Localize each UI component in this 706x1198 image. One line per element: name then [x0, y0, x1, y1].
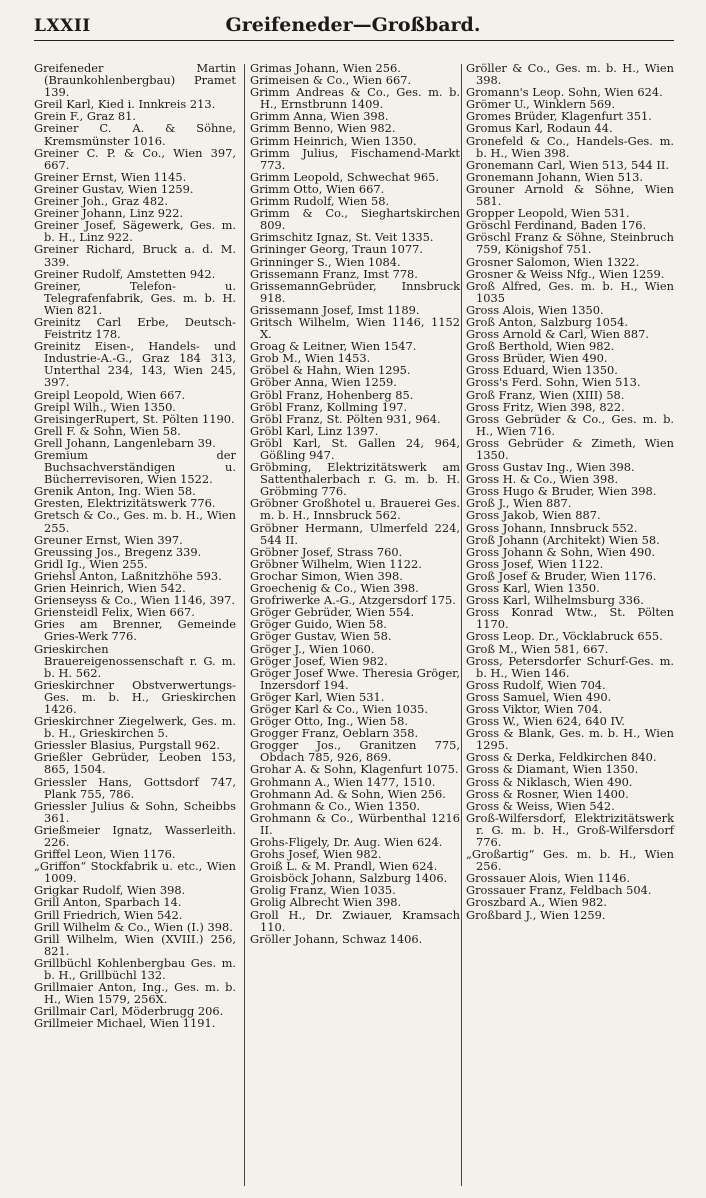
- directory-entry: Gremium der Buchsachverständigen u. Bücherrevisoren, Wien 1522.: [34, 448, 236, 487]
- directory-entry: Gross Gebrüder & Co., Ges. m. b. H., Wien 716.: [466, 411, 674, 438]
- directory-entry: Greinitz Carl Erbe, Deutsch-Feistritz 178.: [34, 314, 236, 342]
- directory-entry: Gross Leop. Dr., Vöcklabruck 655.: [466, 629, 663, 644]
- directory-entry: Gross Hugo & Bruder, Wien 398.: [466, 484, 657, 499]
- directory-entry: Gröbner Wilhelm, Wien 1122.: [250, 556, 422, 571]
- directory-entry: Grieskirchen Brauereigenossenschaft r. G. m. b. H. 562.: [34, 641, 236, 680]
- directory-entry: Groag & Leitner, Wien 1547.: [250, 339, 417, 354]
- directory-entry: Grochar Simon, Wien 398.: [250, 568, 403, 583]
- directory-entry: Grillmeier Michael, Wien 1191.: [34, 1016, 216, 1031]
- directory-entry: Grimm Leopold, Schwechat 965.: [250, 169, 439, 184]
- directory-entry: Gromes Brüder, Klagenfurt 351.: [466, 109, 652, 124]
- directory-entry: Gross & Diamant, Wien 1350.: [466, 762, 639, 777]
- directory-entry: Gröger Karl, Wien 531.: [250, 689, 385, 704]
- directory-entry: Gröbner Josef, Strass 760.: [250, 544, 403, 559]
- directory-entry: Grillmair Carl, Möderbrugg 206.: [34, 1004, 224, 1019]
- directory-entry: Grohmann & Co., Würbenthal 1216 II.: [250, 810, 460, 837]
- directory-entry: Gröbl Franz, St. Pölten 931, 964.: [250, 411, 441, 426]
- directory-entry: Grieskirchner Ziegelwerk, Ges. m. b. H., Grieskirchen 5.: [34, 714, 236, 741]
- directory-entry: Grininger Georg, Traun 1077.: [250, 242, 424, 257]
- directory-entry: Griessler Hans, Gottsdorf 747, Plank 755, 786.: [34, 774, 236, 801]
- directory-entry: Grohs Josef, Wien 982.: [250, 847, 382, 862]
- directory-entry: Gross & Weiss, Wien 542.: [466, 798, 615, 813]
- directory-entry: Greiner Josef, Sägewerk, Ges. m. b. H., Linz 922.: [34, 218, 236, 245]
- directory-entry: Greuner Ernst, Wien 397.: [34, 532, 183, 547]
- directory-entry: Groß J., Wien 887.: [466, 496, 572, 511]
- column-2: [250, 62, 460, 945]
- directory-entry: Gröber Anna, Wien 1259.: [250, 375, 397, 390]
- directory-entry: Greiner Johann, Linz 922.: [34, 206, 184, 221]
- directory-entry: GreisingerRupert, St. Pölten 1190.: [34, 411, 235, 426]
- directory-entry: Gröger Gustav, Wien 58.: [250, 629, 392, 644]
- directory-entry: Groisböck Johann, Salzburg 1406.: [250, 871, 448, 886]
- directory-entry: Gross Alois, Wien 1350.: [466, 302, 604, 317]
- directory-entry: Grolig Albrecht Wien 398.: [250, 895, 402, 910]
- directory-entry: Grinninger S., Wien 1084.: [250, 254, 401, 269]
- directory-entry: Gröger Otto, Ing., Wien 58.: [250, 714, 409, 729]
- directory-entry: Grill Friedrich, Wien 542.: [34, 907, 183, 922]
- directory-entry: Grob M., Wien 1453.: [250, 351, 371, 366]
- directory-entry: Greifeneder Martin (Braunkohlenbergbau) Pramet 139.: [34, 61, 236, 100]
- directory-entry: Grimm Heinrich, Wien 1350.: [250, 133, 417, 148]
- directory-entry: Grofriwerke A.-G., Atzgersdorf 175.: [250, 593, 456, 608]
- directory-entry: Greiner, Telefon- u. Telegrafenfabrik, Ges. m. b. H. Wien 821.: [34, 278, 236, 317]
- directory-entry: Grohmann Ad. & Sohn, Wien 256.: [250, 786, 446, 801]
- directory-entry: Gross Karl, Wilhelmsburg 336.: [466, 593, 644, 608]
- directory-entry: Grillmaier Anton, Ing., Ges. m. b. H., Wien 1579, 256X.: [34, 980, 236, 1007]
- page-number: LXXII: [34, 16, 91, 36]
- directory-entry: Gronemann Johann, Wien 513.: [466, 169, 644, 184]
- directory-entry: Gröger Gebrüder, Wien 554.: [250, 605, 415, 620]
- directory-entry: Gröschl Franz & Söhne, Steinbruch 759, Königshof 751.: [466, 230, 674, 257]
- directory-entry: Gröbel & Hahn, Wien 1295.: [250, 363, 411, 378]
- directory-entry: Gross Eduard, Wien 1350.: [466, 363, 618, 378]
- directory-entry: Gröger J., Wien 1060.: [250, 641, 375, 656]
- directory-entry: Gröbl Franz, Kollming 197.: [250, 399, 408, 414]
- directory-entry: Gries am Brenner, Gemeinde Gries-Werk 776.: [34, 617, 236, 644]
- directory-entry: Greipl Leopold, Wien 667.: [34, 387, 186, 402]
- directory-entry: „Großartig“ Ges. m. b. H., Wien 256.: [466, 847, 674, 874]
- directory-entry: Grein F., Graz 81.: [34, 109, 136, 124]
- directory-entry: Grienseyss & Co., Wien 1146, 397.: [34, 593, 236, 608]
- directory-entry: Gröller & Co., Ges. m. b. H., Wien 398.: [466, 61, 674, 88]
- directory-entry: Gronefeld & Co., Handels-Ges. m. b. H., Wien 398.: [466, 133, 674, 160]
- directory-entry: GrissemannGebrüder, Innsbruck 918.: [250, 278, 460, 305]
- directory-entry: Gross Josef, Wien 1122.: [466, 556, 604, 571]
- directory-entry: Grimm Benno, Wien 982.: [250, 121, 396, 136]
- directory-entry: Gross Viktor, Wien 704.: [466, 701, 603, 716]
- directory-entry: Grill Wilhelm & Co., Wien (I.) 398.: [34, 919, 233, 934]
- directory-entry: Groß Johann (Architekt) Wien 58.: [466, 532, 660, 547]
- directory-entry: Grimm & Co., Sieghartskirchen 809.: [250, 206, 460, 233]
- directory-entry: Gross Johann, Innsbruck 552.: [466, 520, 638, 535]
- directory-entry: Gross Samuel, Wien 490.: [466, 689, 612, 704]
- directory-entry: Grenik Anton, Ing. Wien 58.: [34, 484, 196, 499]
- directory-entry: Grien Heinrich, Wien 542.: [34, 581, 186, 596]
- directory-entry: Grogger Jos., Granitzen 775, Obdach 785, 926, 869.: [250, 738, 460, 765]
- directory-entry: Gross Gustav Ing., Wien 398.: [466, 460, 635, 475]
- directory-entry: Gross Fritz, Wien 398, 822.: [466, 399, 625, 414]
- directory-entry: Groß Alfred, Ges. m. b. H., Wien 1035: [466, 278, 674, 305]
- directory-entry: Großbard J., Wien 1259.: [466, 907, 606, 922]
- directory-entry: Gromus Karl, Rodaun 44.: [466, 121, 613, 136]
- directory-entry: Grigkar Rudolf, Wien 398.: [34, 883, 186, 898]
- directory-entry: Grömer U., Winklern 569.: [466, 97, 615, 112]
- directory-entry: Greiner Richard, Bruck a. d. M. 339.: [34, 242, 236, 269]
- directory-entry: Gross Rudolf, Wien 704.: [466, 677, 606, 692]
- directory-entry: Grimm Rudolf, Wien 58.: [250, 194, 390, 209]
- directory-entry: Gretsch & Co., Ges. m. b. H., Wien 255.: [34, 508, 236, 535]
- directory-entry: Gröbl Karl, Linz 1397.: [250, 423, 379, 438]
- directory-entry: Grimm Anna, Wien 398.: [250, 109, 389, 124]
- column-1: [34, 62, 236, 1030]
- directory-entry: „Griffon“ Stockfabrik u. etc., Wien 1009.: [34, 859, 236, 886]
- directory-entry: Gresten, Elektrizitätswerk 776.: [34, 496, 216, 511]
- directory-entry: Grissemann Josef, Imst 1189.: [250, 302, 420, 317]
- directory-entry: Greussing Jos., Bregenz 339.: [34, 544, 202, 559]
- directory-entry: Groß Franz, Wien (XIII) 58.: [466, 387, 625, 402]
- directory-entry: Gröbl Karl, St. Gallen 24, 964, Gößling 947.: [250, 435, 460, 462]
- directory-entry: Groechenig & Co., Wien 398.: [250, 581, 419, 596]
- directory-entry: Greil Karl, Kied i. Innkreis 213.: [34, 97, 216, 112]
- directory-entry: Groiß L. & M. Prandl, Wien 624.: [250, 859, 438, 874]
- directory-entry: Grimschitz Ignaz, St. Veit 1335.: [250, 230, 434, 245]
- column-divider: [244, 64, 245, 1186]
- directory-entry: Gross, Petersdorfer Schurf-Ges. m. b. H., Wien 146.: [466, 653, 674, 680]
- column-divider: [461, 64, 462, 1186]
- directory-entry: Groß Anton, Salzburg 1054.: [466, 314, 629, 329]
- directory-entry: Gröbner Hermann, Ulmerfeld 224, 544 II.: [250, 520, 460, 547]
- directory-entry: Grohs-Fligely, Dr. Aug. Wien 624.: [250, 835, 443, 849]
- directory-entry: Gross & Derka, Feldkirchen 840.: [466, 750, 657, 765]
- directory-entry: Greipl Wilh., Wien 1350.: [34, 399, 176, 414]
- directory-entry: Gross's Ferd. Sohn, Wien 513.: [466, 375, 641, 390]
- directory-entry: Greiner Joh., Graz 482.: [34, 194, 169, 209]
- directory-entry: Grell Johann, Langenlebarn 39.: [34, 435, 216, 450]
- directory-entry: Greiner C. P. & Co., Wien 397, 667.: [34, 145, 236, 172]
- directory-entry: Greiner Rudolf, Amstetten 942.: [34, 266, 216, 281]
- directory-entry: Gröbming, Elektrizitätswerk am Sattenthalerbach r. G. m. b. H. Gröbming 776.: [250, 460, 460, 499]
- directory-entry: Gross Brüder, Wien 490.: [466, 351, 608, 366]
- directory-entry: Greiner C. A. & Söhne, Kremsmünster 1016.: [34, 121, 236, 148]
- directory-entry: Gröger Josef, Wien 982.: [250, 653, 388, 668]
- directory-entry: Gross Johann & Sohn, Wien 490.: [466, 544, 656, 559]
- directory-entry: Gross & Rosner, Wien 1400.: [466, 786, 629, 801]
- directory-entry: Griessler Blasius, Purgstall 962.: [34, 738, 221, 753]
- column-3: [466, 62, 674, 921]
- directory-entry: Griffel Leon, Wien 1176.: [34, 847, 176, 862]
- directory-entry: Gromann's Leop. Sohn, Wien 624.: [466, 85, 663, 100]
- directory-entry: Gronemann Carl, Wien 513, 544 II.: [466, 157, 670, 172]
- directory-entry: Gridl Ig., Wien 255.: [34, 556, 148, 571]
- directory-entry: Grimeisen & Co., Wien 667.: [250, 73, 412, 88]
- directory-entry: Gröger Karl & Co., Wien 1035.: [250, 701, 428, 716]
- directory-entry: Gross Konrad Wtw., St. Pölten 1170.: [466, 605, 674, 632]
- directory-entry: Grießmeier Ignatz, Wasserleith. 226.: [34, 822, 236, 849]
- directory-entry: Groß Berthold, Wien 982.: [466, 339, 615, 354]
- directory-entry: Gröbl Franz, Hohenberg 85.: [250, 387, 414, 402]
- directory-entry: Grohar A. & Sohn, Klagenfurt 1075.: [250, 762, 459, 777]
- directory-entry: Groszbard A., Wien 982.: [466, 895, 607, 910]
- directory-entry: Grossauer Alois, Wien 1146.: [466, 871, 630, 886]
- directory-entry: Grill Wilhelm, Wien (XVIII.) 256, 821.: [34, 931, 236, 958]
- directory-entry: Greinitz Eisen-, Handels- und Industrie-A.-G., Graz 184 313, Unterthal 234, 143, Wien 245, 397.: [34, 339, 236, 390]
- directory-entry: Gritsch Wilhelm, Wien 1146, 1152 X.: [250, 314, 460, 342]
- header-rule: [34, 40, 674, 41]
- directory-entry: Grimas Johann, Wien 256.: [250, 61, 401, 75]
- directory-entry: Gross W., Wien 624, 640 IV.: [466, 714, 625, 729]
- directory-entry: Grill Anton, Sparbach 14.: [34, 895, 182, 910]
- directory-entry: Greiner Ernst, Wien 1145.: [34, 169, 187, 184]
- directory-entry: Grogger Franz, Oeblarn 358.: [250, 726, 419, 741]
- directory-entry: Grolig Franz, Wien 1035.: [250, 883, 396, 898]
- directory-entry: Griensteidl Felix, Wien 667.: [34, 605, 195, 620]
- directory-entry: Gröller Johann, Schwaz 1406.: [250, 931, 423, 946]
- directory-entry: Griessler Julius & Sohn, Scheibbs 361.: [34, 798, 236, 825]
- directory-entry: Grimm Andreas & Co., Ges. m. b. H., Ernstbrunn 1409.: [250, 85, 460, 112]
- directory-entry: Gröger Josef Wwe. Theresia Gröger, Inzersdorf 194.: [250, 665, 460, 692]
- directory-entry: Grimm Julius, Fischamend-Markt 773.: [250, 145, 460, 172]
- directory-entry: Grillbüchl Kohlenbergbau Ges. m. b. H., Grillbüchl 132.: [34, 955, 236, 983]
- directory-entry: Gross Jakob, Wien 887.: [466, 508, 601, 523]
- directory-entry: Grosner Salomon, Wien 1322.: [466, 254, 640, 269]
- directory-entry: Gross Gebrüder & Zimeth, Wien 1350.: [466, 435, 674, 462]
- directory-entry: Grissemann Franz, Imst 778.: [250, 266, 418, 281]
- directory-entry: Grimm Otto, Wien 667.: [250, 181, 385, 196]
- directory-entry: Gross Arnold & Carl, Wien 887.: [466, 327, 649, 342]
- directory-entry: Gross & Blank, Ges. m. b. H., Wien 1295.: [466, 726, 674, 753]
- directory-entry: Gross Karl, Wien 1350.: [466, 581, 600, 596]
- directory-entry: Gross & Niklasch, Wien 490.: [466, 774, 633, 789]
- directory-entry: Gropper Leopold, Wien 531.: [466, 206, 630, 221]
- directory-entry: Grosner & Weiss Nfg., Wien 1259.: [466, 266, 665, 281]
- directory-entry: Groß M., Wien 581, 667.: [466, 641, 609, 656]
- directory-entry: Grell F. & Sohn, Wien 58.: [34, 423, 181, 438]
- directory-entry: Groß Josef & Bruder, Wien 1176.: [466, 568, 657, 583]
- page-title: Greifeneder—Großbard.: [225, 14, 481, 36]
- directory-entry: Grieskirchner Obstverwertungs-Ges. m. b. H., Grieskirchen 1426.: [34, 677, 236, 716]
- directory-entry: Gröschl Ferdinand, Baden 176.: [466, 218, 647, 233]
- directory-entry: Groll H., Dr. Zwiauer, Kramsach 110.: [250, 907, 460, 934]
- directory-entry: Gröbner Großhotel u. Brauerei Ges. m. b. H., Innsbruck 562.: [250, 496, 460, 523]
- directory-entry: Gröger Guido, Wien 58.: [250, 617, 387, 632]
- directory-entry: Grouner Arnold & Söhne, Wien 581.: [466, 181, 674, 209]
- directory-entry: Groß-Wilfersdorf, Elektrizitätswerk r. G. m. b. H., Groß-Wilfersdorf 776.: [466, 810, 674, 849]
- directory-entry: Gross H. & Co., Wien 398.: [466, 472, 619, 487]
- directory-entry: Griehsl Anton, Laßnitzhöhe 593.: [34, 568, 222, 583]
- directory-entry: Grießler Gebrüder, Leoben 153, 865, 1504.: [34, 750, 236, 777]
- directory-entry: Grohmann A., Wien 1477, 1510.: [250, 774, 436, 789]
- directory-entry: Grossauer Franz, Feldbach 504.: [466, 883, 652, 898]
- directory-entry: Grohmann & Co., Wien 1350.: [250, 798, 421, 813]
- directory-entry: Greiner Gustav, Wien 1259.: [34, 181, 194, 196]
- page-header: [0, 0, 706, 46]
